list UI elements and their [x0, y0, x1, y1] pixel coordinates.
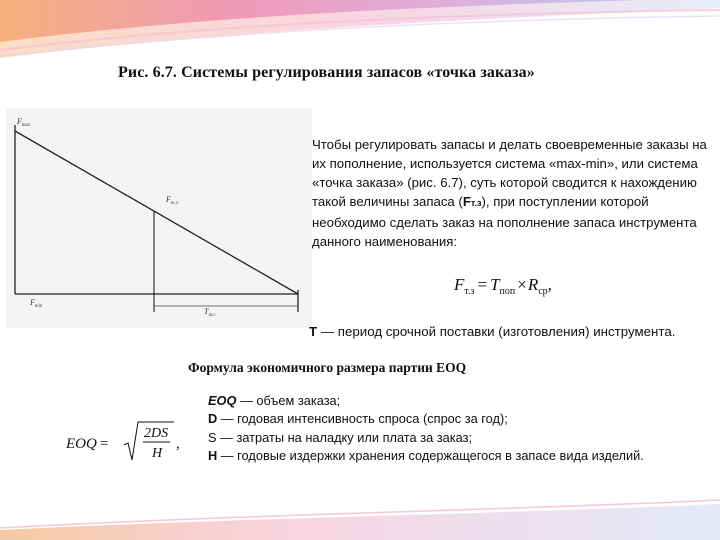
eoq-denominator: H	[152, 446, 163, 461]
decorative-bottom-band	[0, 470, 720, 540]
period-definition	[309, 324, 675, 339]
label-t-sub: т.с	[208, 313, 216, 318]
eoq-legend	[208, 392, 644, 466]
legend-symbol-s: S	[208, 429, 217, 445]
intro-f-symbol: F	[462, 194, 471, 210]
eoq-comma: ,	[176, 436, 180, 452]
eoq-formula-eq: =	[99, 436, 109, 452]
label-f-max: F	[17, 117, 22, 126]
label-f-tz: F	[166, 195, 171, 204]
intro-text-part2: ), при поступлении которой необходимо сделать заказ на пополнение запаса инструмента данного наименования:	[312, 194, 697, 250]
legend-item-d	[208, 410, 644, 428]
intro-paragraph	[312, 135, 712, 252]
stock-level-diagram	[6, 108, 312, 328]
fz-t-sub: поп	[499, 286, 516, 297]
eoq-numerator: 2DS	[144, 426, 169, 441]
order-point-formula	[452, 268, 592, 302]
fz-lhs-sub: т.з	[464, 286, 475, 297]
fz-r-sub: ср	[538, 286, 548, 297]
figure-title: Рис. 6.7. Системы регулирования запасов «точка заказа»	[118, 64, 535, 81]
fz-comma: ,	[547, 275, 552, 294]
period-symbol: T	[309, 324, 318, 339]
label-f-min-sub: min	[34, 304, 43, 309]
fz-times: ×	[517, 275, 527, 294]
fz-t: T	[490, 275, 500, 294]
intro-f-sub: т.з	[470, 198, 482, 209]
legend-item-h	[208, 447, 644, 465]
legend-symbol-eoq: EOQ	[208, 393, 237, 408]
legend-text-d: — годовая интенсивность спроса (спрос за год);	[217, 411, 508, 427]
label-f-min: F	[30, 298, 35, 307]
svg-text:Fт.з=Tпоп×Rср,	[453, 275, 552, 297]
period-text: — период срочной поставки (изготовления) инструмента.	[317, 324, 676, 339]
legend-text-eoq: — объем заказа;	[236, 393, 341, 408]
legend-item-s	[208, 429, 644, 447]
fz-r: R	[527, 275, 539, 294]
label-f-max-sub: max	[21, 123, 31, 128]
svg-text:EOQ=	[66, 436, 108, 452]
intro-text-part1: Чтобы регулировать запасы и делать своевременные заказы на их пополнение, используется система «max-min», или система «точка заказа» (рис. 6.7), суть которой сводится к нахождению такой величины запаса (	[312, 137, 707, 210]
eoq-heading: Формула экономичного размера партии EOQ	[188, 360, 467, 375]
eoq-formula-lhs: EOQ	[66, 436, 97, 452]
eoq-formula	[66, 418, 196, 466]
legend-text-h: — годовые издержки хранения содержащегося в запасе вида изделий.	[217, 448, 644, 464]
legend-item-eoq	[208, 392, 644, 410]
fz-eq: =	[477, 275, 488, 294]
legend-symbol-h: H	[208, 448, 218, 464]
legend-text-s: — затраты на наладку или плата за заказ;	[216, 429, 472, 445]
legend-symbol-d: D	[208, 411, 218, 427]
fz-lhs: F	[454, 275, 465, 294]
label-f-tz-sub: т.з	[170, 201, 178, 206]
diagram-background	[6, 108, 312, 328]
label-t: T	[204, 307, 209, 316]
